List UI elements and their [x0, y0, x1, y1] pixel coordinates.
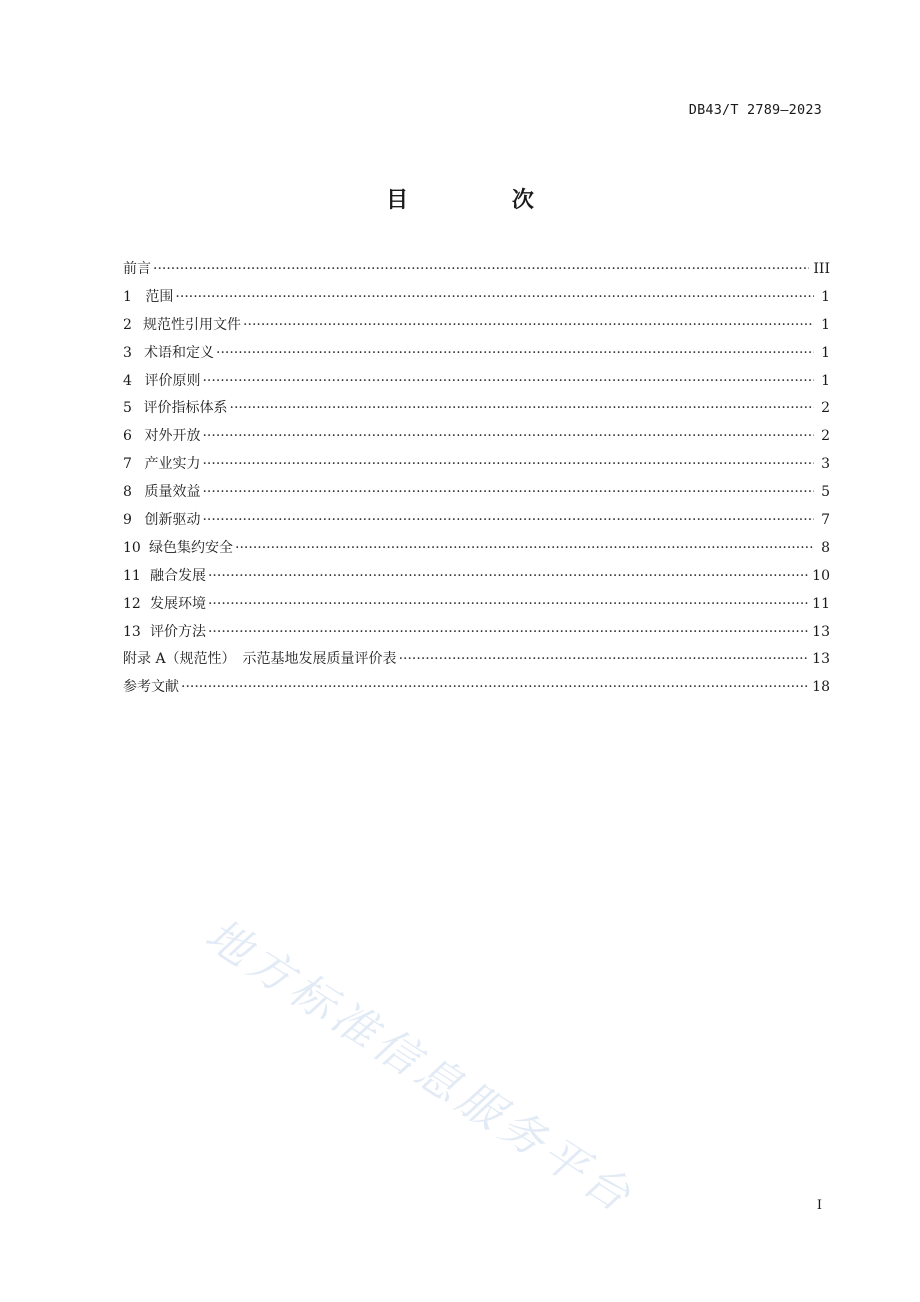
toc-entry-label: 评价方法: [149, 623, 206, 640]
toc-entry-10[interactable]: [123, 537, 830, 565]
toc-leader-dots: [202, 512, 814, 528]
toc-entry-label: 评价原则: [144, 372, 201, 389]
toc-entry-label: 前言: [123, 261, 151, 277]
toc-entry-label: 附录 A（规范性） 示范基地发展质量评价表: [123, 651, 397, 668]
toc-entry-label: 对外开放: [144, 428, 201, 445]
toc-entry-number: 11: [123, 567, 141, 584]
toc-entry-number: 3: [123, 344, 132, 361]
toc-entry-label: 评价指标体系: [143, 400, 228, 417]
toc-entry-number: 9: [123, 512, 132, 529]
toc-entry-label: 发展环境: [149, 595, 206, 612]
toc-entry-6[interactable]: [123, 425, 830, 453]
toc-entry-appendix-a[interactable]: [123, 648, 830, 676]
toc-leader-dots: [202, 373, 814, 389]
toc-entry-label: 产业实力: [144, 456, 201, 473]
toc-entry-5[interactable]: [123, 397, 830, 425]
toc-entry-page: 2: [821, 400, 830, 417]
toc-entry-label: 范围: [145, 288, 174, 305]
toc-entry-12[interactable]: [123, 593, 830, 621]
toc-entry-foreword[interactable]: [123, 258, 830, 286]
toc-entry-page: 13: [812, 623, 830, 640]
toc-entry-page: 7: [821, 512, 830, 529]
toc-title: 目 次: [386, 188, 582, 213]
toc-entry-number: 12: [123, 595, 141, 612]
toc-entry-page: 18: [812, 679, 830, 696]
toc-entry-number: 6: [123, 428, 132, 445]
toc-entry-number: 7: [123, 456, 132, 473]
toc-entry-8[interactable]: [123, 481, 830, 509]
page-number: I: [816, 1198, 822, 1213]
toc-entry-page: 1: [821, 288, 830, 305]
toc-entry-page: 3: [821, 456, 830, 473]
toc-entry-4[interactable]: [123, 370, 830, 398]
toc-entry-label: 术语和定义: [144, 344, 214, 361]
toc-entry-references[interactable]: [123, 676, 830, 704]
toc-entry-number: 13: [123, 623, 141, 640]
toc-entry-7[interactable]: [123, 453, 830, 481]
toc-entry-number: 10: [123, 539, 141, 556]
toc-leader-dots: [208, 568, 808, 584]
toc-entry-13[interactable]: [123, 621, 830, 649]
toc-entry-number: 5: [123, 400, 132, 417]
toc-entry-number: 1: [123, 288, 132, 305]
toc-entry-page: 10: [812, 567, 830, 584]
toc-leader-dots: [153, 261, 809, 277]
toc-leader-dots: [208, 624, 808, 640]
toc-leader-dots: [208, 596, 808, 612]
toc-leader-dots: [181, 679, 808, 695]
toc-entry-label: 参考文献: [123, 679, 179, 696]
document-code: DB43/T 2789—2023: [688, 102, 822, 118]
toc-entry-page: 13: [812, 651, 830, 668]
toc-entry-page: 2: [821, 428, 830, 445]
toc-leader-dots: [230, 400, 814, 416]
table-of-contents: [123, 258, 830, 704]
toc-entry-page: 11: [812, 595, 830, 612]
toc-entry-label: 融合发展: [149, 567, 206, 584]
toc-entry-label: 规范性引用文件: [143, 316, 242, 333]
toc-entry-page: III: [813, 261, 830, 277]
toc-entry-9[interactable]: [123, 509, 830, 537]
toc-entry-label: 创新驱动: [144, 512, 201, 529]
watermark: 地方标准信息服务平台: [196, 909, 644, 1225]
toc-entry-number: 2: [123, 316, 132, 333]
toc-entry-11[interactable]: [123, 565, 830, 593]
toc-entry-label: 质量效益: [144, 484, 201, 501]
toc-leader-dots: [202, 428, 814, 444]
toc-leader-dots: [202, 484, 814, 500]
toc-leader-dots: [243, 317, 814, 333]
toc-entry-2[interactable]: [123, 314, 830, 342]
toc-entry-1[interactable]: [123, 286, 830, 314]
toc-entry-page: 1: [821, 372, 830, 389]
toc-leader-dots: [235, 540, 814, 556]
toc-entry-number: 4: [123, 372, 132, 389]
toc-entry-3[interactable]: [123, 342, 830, 370]
toc-entry-page: 5: [821, 484, 830, 501]
toc-leader-dots: [216, 345, 814, 361]
toc-entry-number: 8: [123, 484, 132, 501]
toc-leader-dots: [399, 651, 809, 667]
toc-entry-page: 8: [821, 539, 830, 556]
toc-entry-page: 1: [821, 344, 830, 361]
toc-entry-label: 绿色集约安全: [149, 539, 234, 556]
toc-leader-dots: [202, 456, 814, 472]
toc-entry-page: 1: [821, 316, 830, 333]
toc-leader-dots: [175, 289, 814, 305]
